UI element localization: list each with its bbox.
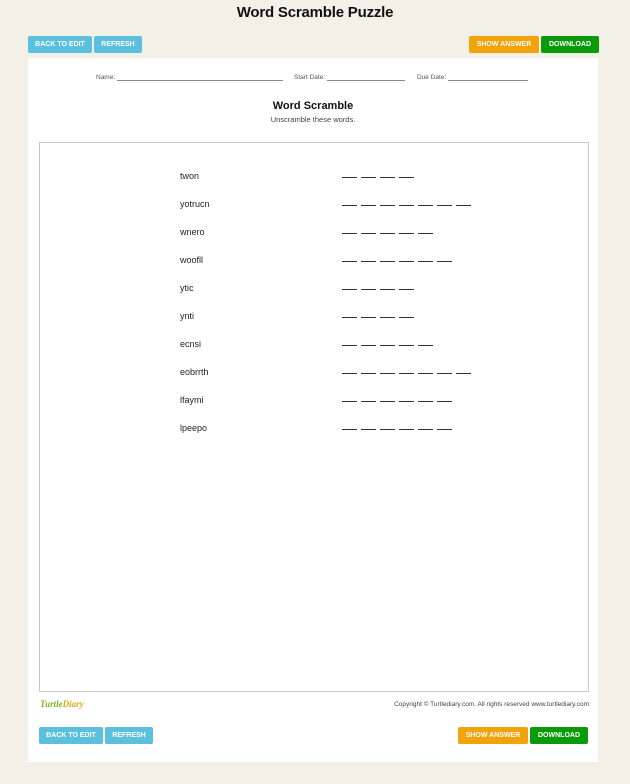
scrambled-word: woofll [180,255,204,265]
scrambled-word: lpeepo [180,423,208,433]
letter-blank [361,289,376,290]
letter-blank [361,317,376,318]
letter-blank [380,289,395,290]
due-date-label: Due Date: [417,74,447,81]
bottom-refresh-button[interactable]: REFRESH [105,727,153,744]
start-date-field[interactable] [294,74,405,81]
start-date-label: Start Date: [294,74,326,81]
list-item [40,311,588,325]
letter-blank [399,317,414,318]
letter-blank [380,205,395,206]
letter-blank [399,429,414,430]
letter-blank [342,233,357,234]
list-item [40,199,588,213]
letter-blank [437,373,452,374]
letter-blank [399,233,414,234]
letter-blank [399,373,414,374]
list-item [40,283,588,297]
scrambled-word: ynti [180,311,195,321]
list-item [40,227,588,241]
letter-blank [456,373,471,374]
letter-blank [342,345,357,346]
letter-blank [380,317,395,318]
letter-blank [418,233,433,234]
worksheet-title: Word Scramble [272,100,354,112]
letter-blank [361,177,376,178]
letter-blank [361,401,376,402]
worksheet [28,58,598,762]
letter-blank [380,373,395,374]
puzzle-box [39,142,589,692]
letter-blank [456,205,471,206]
list-item [40,423,588,437]
name-line [117,74,283,81]
letter-blank [361,429,376,430]
scrambled-word: ytic [180,283,194,293]
letter-blank [418,261,433,262]
letter-blank [361,261,376,262]
letter-blank [342,401,357,402]
show-answer-button[interactable]: SHOW ANSWER [469,36,539,53]
scrambled-word: wnero [180,227,205,237]
letter-blank [399,205,414,206]
letter-blank [418,429,433,430]
letter-blank [342,317,357,318]
list-item [40,255,588,269]
letter-blank [380,261,395,262]
letter-blank [399,289,414,290]
letter-blank [418,205,433,206]
letter-blank [380,401,395,402]
letter-blank [380,233,395,234]
due-date-field[interactable] [417,74,528,81]
worksheet-subtitle: Unscramble these words. [270,115,356,124]
letter-blank [342,289,357,290]
letter-blank [342,429,357,430]
letter-blank [342,373,357,374]
name-label: Name: [96,74,116,81]
refresh-button[interactable]: REFRESH [94,36,142,53]
turtle-diary-logo: TurtleDiary [40,699,84,709]
scrambled-word: twon [180,171,200,181]
letter-blank [437,205,452,206]
letter-blank [437,429,452,430]
letter-blank [418,401,433,402]
letter-blank [380,345,395,346]
letter-blank [342,205,357,206]
scrambled-word: lfaymi [180,395,204,405]
due-date-line [448,74,528,81]
name-field[interactable] [96,74,283,81]
letter-blank [399,177,414,178]
list-item [40,395,588,409]
list-item [40,339,588,353]
bottom-show-answer-button[interactable]: SHOW ANSWER [458,727,528,744]
letter-blank [361,373,376,374]
page-title: Word Scramble Puzzle [236,4,394,21]
letter-blank [418,345,433,346]
bottom-download-button[interactable]: DOWNLOAD [530,727,588,744]
list-item [40,367,588,381]
letter-blank [399,345,414,346]
letter-blank [342,261,357,262]
copyright-text: Copyright © Turtlediary.com. All rights reserved www.turtlediary.com [394,701,589,708]
letter-blank [437,401,452,402]
download-button[interactable]: DOWNLOAD [541,36,599,53]
letter-blank [380,429,395,430]
letter-blank [361,233,376,234]
letter-blank [418,373,433,374]
back-to-edit-button[interactable]: BACK TO EDIT [28,36,92,53]
letter-blank [399,261,414,262]
list-item [40,171,588,185]
scrambled-word: yotrucn [180,199,210,209]
scrambled-word: ecnsi [180,339,202,349]
start-date-line [327,74,405,81]
letter-blank [399,401,414,402]
letter-blank [437,261,452,262]
letter-blank [361,205,376,206]
letter-blank [361,345,376,346]
scrambled-word: eobrrth [180,367,209,377]
letter-blank [380,177,395,178]
bottom-back-to-edit-button[interactable]: BACK TO EDIT [39,727,103,744]
letter-blank [342,177,357,178]
